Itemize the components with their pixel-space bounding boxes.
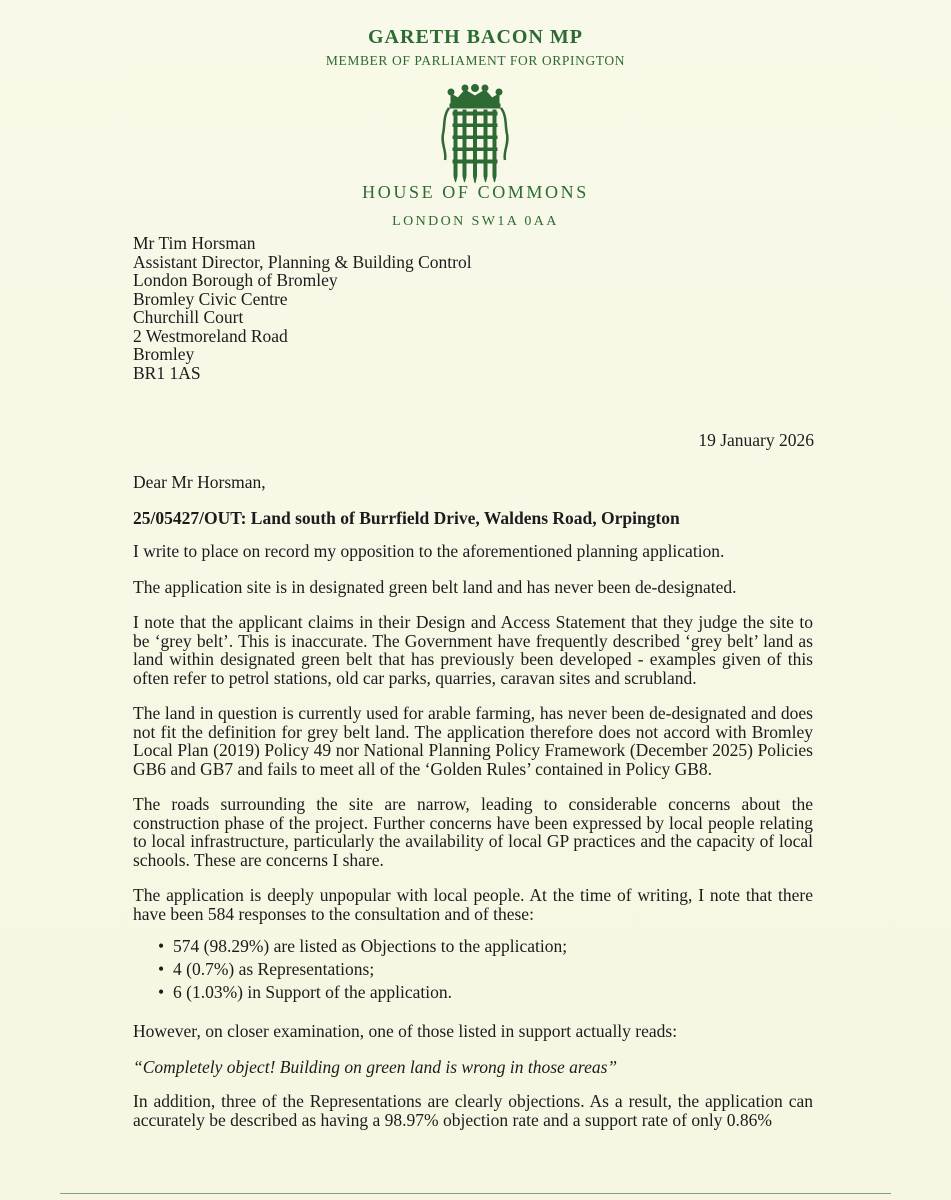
recipient-line: London Borough of Bromley (133, 270, 338, 290)
recipient-line: Bromley (133, 344, 195, 364)
list-item: • 574 (98.29%) are listed as Objections to the application; (173, 935, 813, 958)
recipient-line: Assistant Director, Planning & Building Control (133, 251, 472, 272)
recipient-address (133, 234, 472, 382)
recipient-line: BR1 1AS (133, 362, 201, 383)
salutation: Dear Mr Horsman, (133, 472, 266, 492)
paragraph: In addition, three of the Representations are clearly objections. As a result, the application can accurately be described as having a 98.97% objection rate and a support rate of only 0.86% (133, 1091, 813, 1130)
paragraph: I write to place on record my opposition to the aforementioned planning application. (133, 541, 725, 561)
letter-body (133, 473, 813, 1129)
recipient-line: 2 Westmoreland Road (133, 325, 288, 346)
institution-address: LONDON SW1A 0AA (392, 214, 559, 229)
recipient-line: Bromley Civic Centre (133, 288, 288, 309)
mp-name: GARETH BACON MP (368, 26, 583, 48)
portcullis-emblem-icon (441, 82, 509, 186)
subject-line: 25/05427/OUT: Land south of Burrfield Drive, Waldens Road, Orpington (133, 507, 680, 528)
paragraph: The application is deeply unpopular with local people. At the time of writing, I note that there have been 584 responses to the consultation and of these: (133, 885, 813, 924)
recipient-line: Mr Tim Horsman (133, 233, 256, 253)
paragraph: The roads surrounding the site are narrow, leading to considerable concerns about the construction phase of the project. Further concerns have been expressed by local people relating to local infrastructure, particularly the availability of local GP practices and the capacity of local schools. These are concerns I share. (133, 794, 813, 870)
list-item: • 6 (1.03%) in Support of the application. (173, 981, 813, 1004)
institution-name: HOUSE OF COMMONS (362, 182, 589, 202)
paragraph: However, on closer examination, one of those listed in support actually reads: (133, 1021, 678, 1041)
quoted-response: “Completely object! Building on green land is wrong in those areas” (133, 1056, 618, 1077)
paragraph: The land in question is currently used for arable farming, has never been de-designated and does not fit the definition for grey belt land. The application therefore does not accord with Bromley Local Plan (2019) Policy 49 nor National Planning Policy Framework (December 2025) Policies GB6 and GB7 and fails to meet all of the ‘Golden Rules’ contained in Policy GB8. (133, 703, 813, 779)
letter-date: 19 January 2026 (698, 430, 814, 450)
paragraph: The application site is in designated green belt land and has never been de-designated. (133, 576, 737, 597)
footer-divider (60, 1193, 891, 1194)
recipient-line: Churchill Court (133, 307, 244, 327)
paragraph: I note that the applicant claims in their Design and Access Statement that they judge the site to be ‘grey belt’. This is inaccurate. The Government have frequently described ‘grey belt’ land as land within designated green belt that has previously been developed - examples given of this often refer to petrol stations, old car parks, quarries, caravan sites and scrubland. (133, 612, 813, 688)
mp-role: MEMBER OF PARLIAMENT FOR ORPINGTON (325, 53, 626, 68)
list-item: • 4 (0.7%) as Representations; (173, 958, 813, 981)
response-list (133, 935, 813, 1004)
